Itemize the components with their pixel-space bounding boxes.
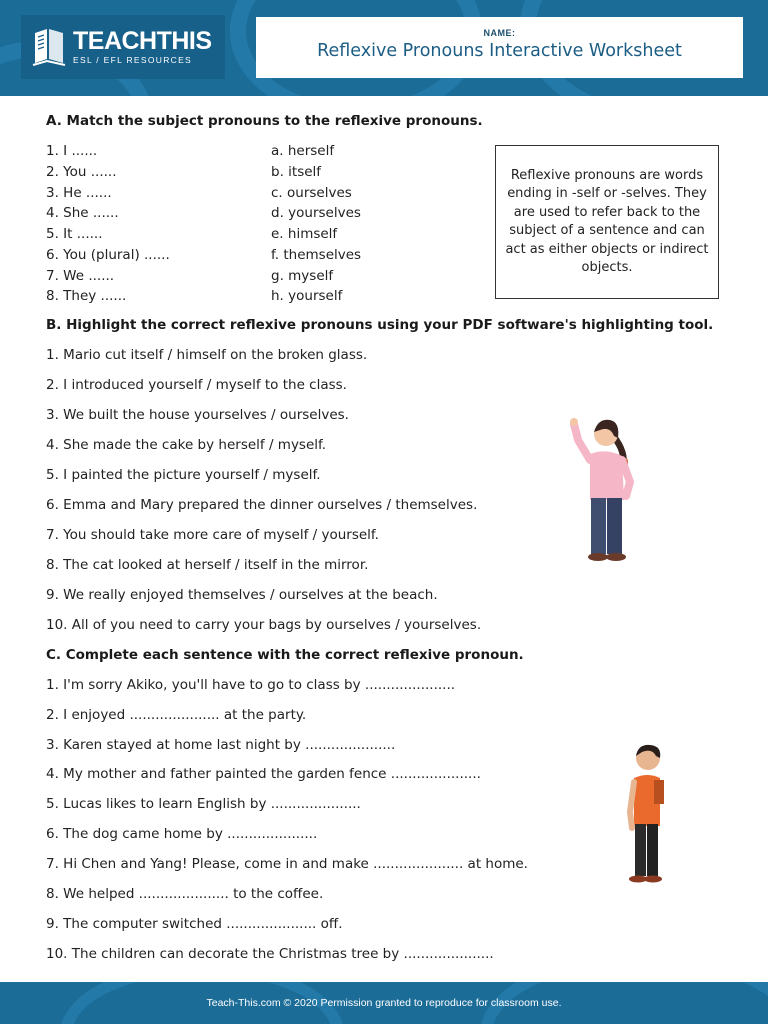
match-left-item: 6. You (plural) ...... <box>46 247 170 263</box>
match-right-item: e. himself <box>271 226 338 242</box>
fill-in-sentence[interactable]: 3. Karen stayed at home last night by ..................... <box>46 737 396 753</box>
match-left-item: 3. He ...... <box>46 185 112 201</box>
highlight-sentence[interactable]: 3. We built the house yourselves / ourselves. <box>46 407 349 423</box>
fill-in-sentence[interactable]: 8. We helped ..................... to the coffee. <box>46 886 324 902</box>
fill-in-sentence[interactable]: 7. Hi Chen and Yang! Please, come in and make ..................... at home. <box>46 856 528 872</box>
match-right-item: f. themselves <box>271 247 362 263</box>
highlight-sentence[interactable]: 1. Mario cut itself / himself on the broken glass. <box>46 347 368 363</box>
match-right-item: b. itself <box>271 164 322 180</box>
fill-in-sentence[interactable]: 2. I enjoyed ..................... at the party. <box>46 707 307 723</box>
highlight-sentence[interactable]: 2. I introduced yourself / myself to the class. <box>46 377 347 393</box>
highlight-sentence[interactable]: 6. Emma and Mary prepared the dinner ourselves / themselves. <box>46 497 478 513</box>
match-left-item: 2. You ...... <box>46 164 117 180</box>
fill-in-sentence[interactable]: 10. The children can decorate the Christmas tree by ..................... <box>46 946 494 962</box>
match-left-item: 7. We ...... <box>46 268 115 284</box>
footer-banner <box>0 982 768 1024</box>
highlight-sentence[interactable]: 5. I painted the picture yourself / myself. <box>46 467 321 483</box>
section-b-heading: B. Highlight the correct reflexive pronouns using your PDF software's highlighting tool. <box>46 317 714 333</box>
match-right-item: d. yourselves <box>271 205 361 221</box>
teachthis-logo <box>21 15 225 79</box>
section-c-heading: C. Complete each sentence with the correct reflexive pronoun. <box>46 647 524 663</box>
section-a-heading: A. Match the subject pronouns to the reflexive pronouns. <box>46 113 483 129</box>
definition-box <box>495 145 719 299</box>
match-right-item: c. ourselves <box>271 185 352 201</box>
logo-tagline: ESL / EFL RESOURCES <box>73 55 193 65</box>
fill-in-sentence[interactable]: 4. My mother and father painted the garden fence ..................... <box>46 766 481 782</box>
match-right-item: a. herself <box>271 143 335 159</box>
book-icon <box>31 27 67 67</box>
fill-in-sentence[interactable]: 1. I'm sorry Akiko, you'll have to go to class by ..................... <box>46 677 456 693</box>
match-left-item: 4. She ...... <box>46 205 119 221</box>
match-right-item: g. myself <box>271 268 334 284</box>
highlight-sentence[interactable]: 4. She made the cake by herself / myself. <box>46 437 327 453</box>
title-box <box>256 17 743 78</box>
fill-in-sentence[interactable]: 5. Lucas likes to learn English by ..................... <box>46 796 361 812</box>
logo-wordmark: TEACHTHIS <box>73 27 212 55</box>
match-left-item: 5. It ...... <box>46 226 103 242</box>
match-left-item: 1. I ...... <box>46 143 98 159</box>
fill-in-sentence[interactable]: 9. The computer switched ..................... off. <box>46 916 343 932</box>
highlight-sentence[interactable]: 10. All of you need to carry your bags by ourselves / yourselves. <box>46 617 482 633</box>
footer-copyright: Teach-This.com © 2020 Permission granted to reproduce for classroom use. <box>206 997 562 1009</box>
highlight-sentence[interactable]: 8. The cat looked at herself / itself in the mirror. <box>46 557 369 573</box>
definition-text: Reflexive pronouns are words ending in -self or -selves. They are used to refer back to the subject of a sentence and can act as either objects or indirect objects. <box>505 167 709 275</box>
boy-illustration <box>620 742 676 886</box>
match-right-item: h. yourself <box>271 288 343 304</box>
match-left-item: 8. They ...... <box>46 288 127 304</box>
highlight-sentence[interactable]: 7. You should take more care of myself / yourself. <box>46 527 379 543</box>
fill-in-sentence[interactable]: 6. The dog came home by ..................... <box>46 826 318 842</box>
highlight-sentence[interactable]: 9. We really enjoyed themselves / ourselves at the beach. <box>46 587 438 603</box>
header-banner <box>0 0 768 96</box>
girl-illustration <box>560 412 640 564</box>
page-title: Reflexive Pronouns Interactive Worksheet <box>317 41 682 61</box>
name-label: NAME: <box>483 28 516 38</box>
